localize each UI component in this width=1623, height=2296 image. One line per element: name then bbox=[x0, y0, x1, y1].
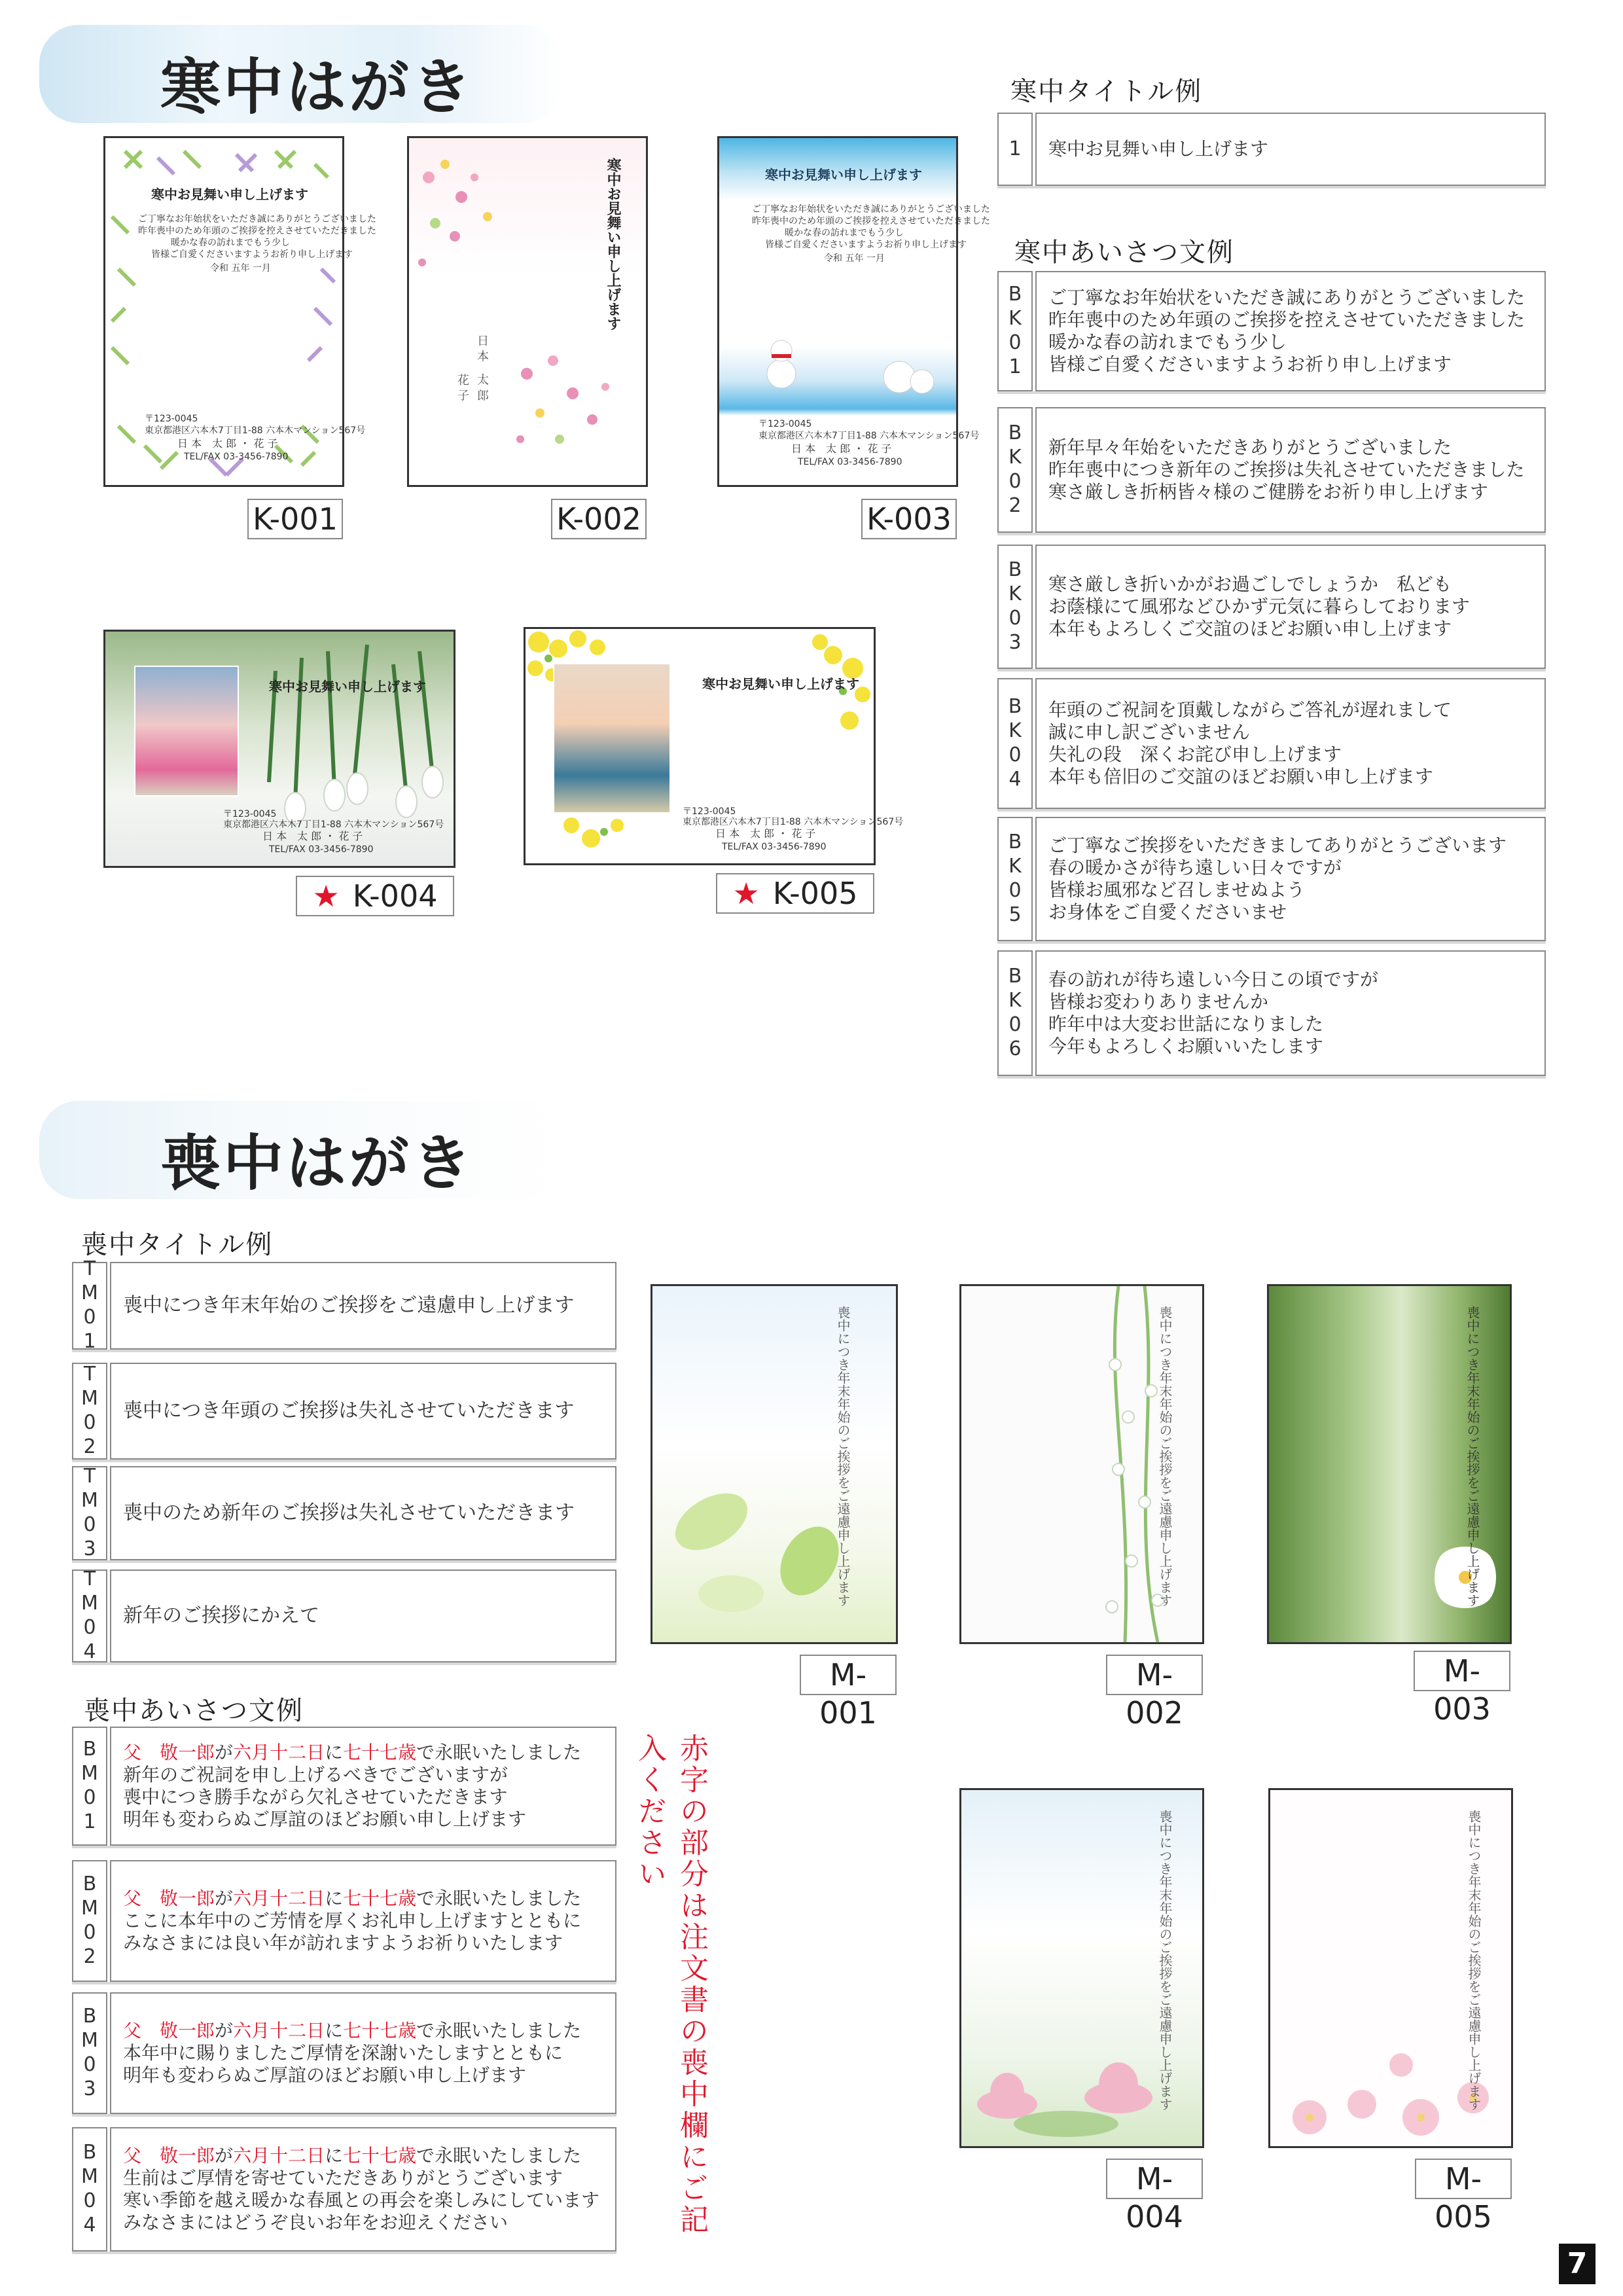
row-text: 年頭のご祝詞を頂戴しながらご答礼が遅れまして 誠に申し訳ございません 失礼の段 深くお詫び申し上げます 本年も倍旧のご交誼のほどお願い申し上げます bbox=[1035, 678, 1546, 809]
row-text: 寒さ厳しき折いかがお過ごしでしょうか 私ども お蔭様にて風邪などひかず元気に暮らしております 本年もよろしくご交誼のほどお願い申し上げます bbox=[1035, 545, 1546, 669]
row-text: 喪中につき年末年始のご挨拶をご遠慮申し上げます bbox=[110, 1262, 616, 1350]
row-text: 春の訪れが待ち遠しい今日この頃ですが 皆様お変わりありませんか 昨年中は大変お世話になりました 今年もよろしくお願いいたします bbox=[1035, 950, 1546, 1076]
mochu-greeting-heading: 喪中あいさつ文例 bbox=[84, 1696, 304, 1726]
card-heading: 喪中につき年末年始のご挨拶をご遠慮申し上げます bbox=[1157, 1306, 1173, 1607]
page-number: 7 bbox=[1559, 2244, 1596, 2284]
card-label-m-004: M-004 bbox=[1106, 2159, 1203, 2199]
card-heading: 寒中お見舞い申し上げます bbox=[151, 187, 308, 202]
row-code: TM04 bbox=[72, 1570, 107, 1662]
card-label-k-004 bbox=[296, 876, 454, 916]
card-address-2: 東京都港区六本木7丁目1-88 六本木マンション567号 bbox=[758, 431, 980, 441]
card-address-1: 〒123-0045 bbox=[683, 806, 736, 817]
card-address-3: 日 本 太 郎 ・ 花 子 bbox=[715, 827, 816, 840]
card-address-3: 日 本 太 郎 ・ 花 子 bbox=[177, 437, 278, 450]
card-address-1: 〒123-0045 bbox=[758, 419, 812, 429]
card-body-4: 皆様ご自愛くださいますようお祈り申し上げます bbox=[151, 249, 353, 260]
card-heading: 喪中につき年末年始のご挨拶をご遠慮申し上げます bbox=[835, 1306, 851, 1607]
card-address-2: 花 子 bbox=[455, 374, 469, 401]
greeting-row-bm03[interactable] bbox=[72, 1992, 616, 2114]
row-text: 喪中につき年頭のご挨拶は失礼させていただきます bbox=[110, 1363, 616, 1460]
child-photo bbox=[553, 663, 671, 814]
star-icon: ★ bbox=[732, 876, 760, 911]
greeting-row-bm04[interactable] bbox=[72, 2127, 616, 2251]
card-address-2: 東京都港区六本木7丁目1-88 六本木マンション567号 bbox=[145, 425, 366, 436]
card-label-k-001: K-001 bbox=[247, 499, 343, 539]
row-text: ご丁寧なご挨拶をいただきましてありがとうございます 春の暖かさが待ち遠しい日々ですが 皆様お風邪など召しませぬよう お身体をご自愛くださいませ bbox=[1035, 817, 1546, 941]
card-k-003[interactable] bbox=[717, 136, 990, 487]
greeting-row-bk04[interactable] bbox=[997, 678, 1546, 809]
child-photo bbox=[134, 666, 239, 797]
card-address-2: 東京都港区六本木7丁目1-88 六本木マンション567号 bbox=[683, 817, 904, 827]
row-code: BK04 bbox=[997, 678, 1033, 809]
row-text: 寒中お見舞い申し上げます bbox=[1035, 113, 1546, 186]
card-k-004[interactable] bbox=[103, 630, 455, 868]
card-address-1: 日 本 太 郎 bbox=[475, 334, 489, 401]
greeting-row-bk02[interactable] bbox=[997, 407, 1546, 533]
title-row-tm02[interactable] bbox=[72, 1363, 616, 1460]
row-code: BK01 bbox=[997, 271, 1033, 391]
card-address-4: TEL/FAX 03-3456-7890 bbox=[798, 457, 902, 467]
card-body-1: ご丁寧なお年始状をいただき誠にありがとうございました bbox=[138, 214, 376, 224]
card-address-4: TEL/FAX 03-3456-7890 bbox=[184, 452, 289, 462]
card-m-002[interactable] bbox=[959, 1284, 1204, 1644]
kanchu-title: 寒中はがき bbox=[160, 52, 475, 122]
card-address-4: TEL/FAX 03-3456-7890 bbox=[269, 844, 374, 855]
greeting-row-bk06[interactable] bbox=[997, 950, 1546, 1076]
card-address-1: 〒123-0045 bbox=[223, 809, 277, 819]
mochu-title-examples-heading: 喪中タイトル例 bbox=[81, 1230, 274, 1260]
card-body-5: 令和 五年 一月 bbox=[210, 263, 271, 274]
greeting-row-bm02[interactable] bbox=[72, 1860, 616, 1982]
card-body-2: 昨年喪中のため年頭のご挨拶を控えさせていただきました bbox=[752, 216, 990, 226]
row-code: TM01 bbox=[72, 1262, 107, 1350]
card-heading: 寒中お見舞い申し上げます bbox=[605, 158, 621, 331]
row-code: 1 bbox=[997, 113, 1033, 186]
row-text: 喪中のため新年のご挨拶は失礼させていただきます bbox=[110, 1466, 616, 1560]
row-code: BK02 bbox=[997, 407, 1033, 533]
card-label-m-005: M-005 bbox=[1415, 2159, 1512, 2199]
greeting-row-bk05[interactable] bbox=[997, 817, 1546, 941]
star-icon: ★ bbox=[312, 878, 340, 914]
red-instruction-note: 赤字の部分は注文書の喪中欄にご記入ください bbox=[633, 1733, 708, 2236]
row-text: 父 敬一郎が六月十二日に七十七歳で永眠いたしました 本年中に賜りましたご厚情を深謝いたしますとともに 明年も変わらぬご厚誼のほどお願い申し上げます bbox=[110, 1992, 616, 2114]
kanchu-title-examples-heading: 寒中タイトル例 bbox=[1010, 77, 1203, 107]
card-body-3: 暖かな春の訪れまでもう少し bbox=[785, 228, 904, 238]
card-label-m-001: M-001 bbox=[800, 1655, 897, 1695]
row-text: 新年早々年始をいただきありがとうございました 昨年喪中につき新年のご挨拶は失礼させていただきました 寒さ厳しき折柄皆々様のご健勝をお祈り申し上げます bbox=[1035, 407, 1546, 533]
mochu-header bbox=[39, 1101, 563, 1199]
greeting-row-bm01[interactable] bbox=[72, 1727, 616, 1846]
row-code: TM03 bbox=[72, 1466, 107, 1560]
row-text: 新年のご挨拶にかえて bbox=[110, 1570, 616, 1662]
row-code: BK03 bbox=[997, 545, 1033, 669]
card-m-003[interactable] bbox=[1267, 1284, 1512, 1644]
card-label-text: K-005 bbox=[772, 876, 858, 911]
card-m-004[interactable] bbox=[959, 1788, 1204, 2148]
row-code: BK06 bbox=[997, 950, 1033, 1076]
card-m-001[interactable] bbox=[651, 1284, 898, 1644]
card-k-002[interactable] bbox=[407, 136, 648, 487]
greeting-row-bk01[interactable] bbox=[997, 271, 1546, 391]
row-code: BM02 bbox=[72, 1860, 107, 1982]
card-address-2: 東京都港区六本木7丁目1-88 六本木マンション567号 bbox=[223, 819, 444, 830]
card-label-m-002: M-002 bbox=[1106, 1655, 1203, 1695]
card-body-4: 皆様ご自愛くださいますようお祈り申し上げます bbox=[765, 240, 967, 250]
card-k-005[interactable] bbox=[524, 627, 904, 865]
card-label-m-003: M-003 bbox=[1414, 1651, 1510, 1691]
mochu-title: 喪中はがき bbox=[160, 1128, 475, 1198]
greeting-row-bk03[interactable] bbox=[997, 545, 1546, 669]
row-text: 父 敬一郎が六月十二日に七十七歳で永眠いたしました ここに本年中のご芳情を厚くお礼申し上げますとともに みなさまには良い年が訪れますようお祈りいたします bbox=[110, 1860, 616, 1982]
card-heading: 喪中につき年末年始のご挨拶をご遠慮申し上げます bbox=[1157, 1810, 1173, 2111]
row-code: BM01 bbox=[72, 1727, 107, 1846]
row-text: 父 敬一郎が六月十二日に七十七歳で永眠いたしました 新年のご祝詞を申し上げるべきでございますが 喪中につき勝手ながら欠礼させていただきます 明年も変わらぬご厚誼のほどお願い申し上げます bbox=[110, 1727, 616, 1846]
row-text: ご丁寧なお年始状をいただき誠にありがとうございました 昨年喪中のため年頭のご挨拶を控えさせていただきました 暖かな春の訪れまでもう少し 皆様ご自愛くださいますようお祈り申し上げます bbox=[1035, 271, 1546, 391]
row-code: TM02 bbox=[72, 1363, 107, 1460]
card-body-3: 暖かな春の訪れまでもう少し bbox=[171, 238, 290, 248]
card-label-k-002: K-002 bbox=[551, 499, 647, 539]
row-code: BK05 bbox=[997, 817, 1033, 941]
card-heading: 寒中お見舞い申し上げます bbox=[702, 676, 859, 692]
card-label-k-005 bbox=[716, 873, 874, 914]
title-row-tm01[interactable] bbox=[72, 1257, 616, 1354]
row-code: BM04 bbox=[72, 2127, 107, 2251]
card-m-005[interactable] bbox=[1268, 1788, 1513, 2148]
card-address-4: TEL/FAX 03-3456-7890 bbox=[722, 842, 827, 852]
title-row-tm03[interactable] bbox=[72, 1466, 616, 1560]
card-address-1: 〒123-0045 bbox=[145, 414, 198, 424]
card-k-001[interactable] bbox=[103, 136, 376, 487]
kanchu-header bbox=[39, 25, 563, 123]
leaf-illustration bbox=[652, 1286, 896, 1642]
kanchu-greeting-heading: 寒中あいさつ文例 bbox=[1014, 238, 1234, 268]
card-address-3: 日 本 太 郎 ・ 花 子 bbox=[791, 442, 892, 455]
card-heading: 喪中につき年末年始のご挨拶をご遠慮申し上げます bbox=[1466, 1810, 1482, 2111]
card-heading: 寒中お見舞い申し上げます bbox=[765, 167, 922, 183]
title-row-tm04[interactable] bbox=[72, 1570, 616, 1662]
card-label-k-003: K-003 bbox=[861, 499, 957, 539]
card-body-5: 令和 五年 一月 bbox=[824, 253, 885, 264]
card-address-3: 日 本 太 郎 ・ 花 子 bbox=[262, 830, 363, 842]
kanchu-title-example-row[interactable] bbox=[997, 113, 1546, 186]
card-label-text: K-004 bbox=[352, 878, 438, 914]
row-code: BM03 bbox=[72, 1992, 107, 2114]
card-body-1: ご丁寧なお年始状をいただき誠にありがとうございました bbox=[752, 204, 990, 215]
card-heading: 寒中お見舞い申し上げます bbox=[269, 679, 426, 694]
row-text: 父 敬一郎が六月十二日に七十七歳で永眠いたしました 生前はご厚情を寄せていただきありがとうございます 寒い季節を越え暖かな春風との再会を楽しみにしています みなさまにはどうぞ良いお年をお迎えください bbox=[110, 2127, 616, 2251]
card-heading: 喪中につき年末年始のご挨拶をご遠慮申し上げます bbox=[1465, 1306, 1480, 1607]
card-body-2: 昨年喪中のため年頭のご挨拶を控えさせていただきました bbox=[138, 226, 376, 236]
